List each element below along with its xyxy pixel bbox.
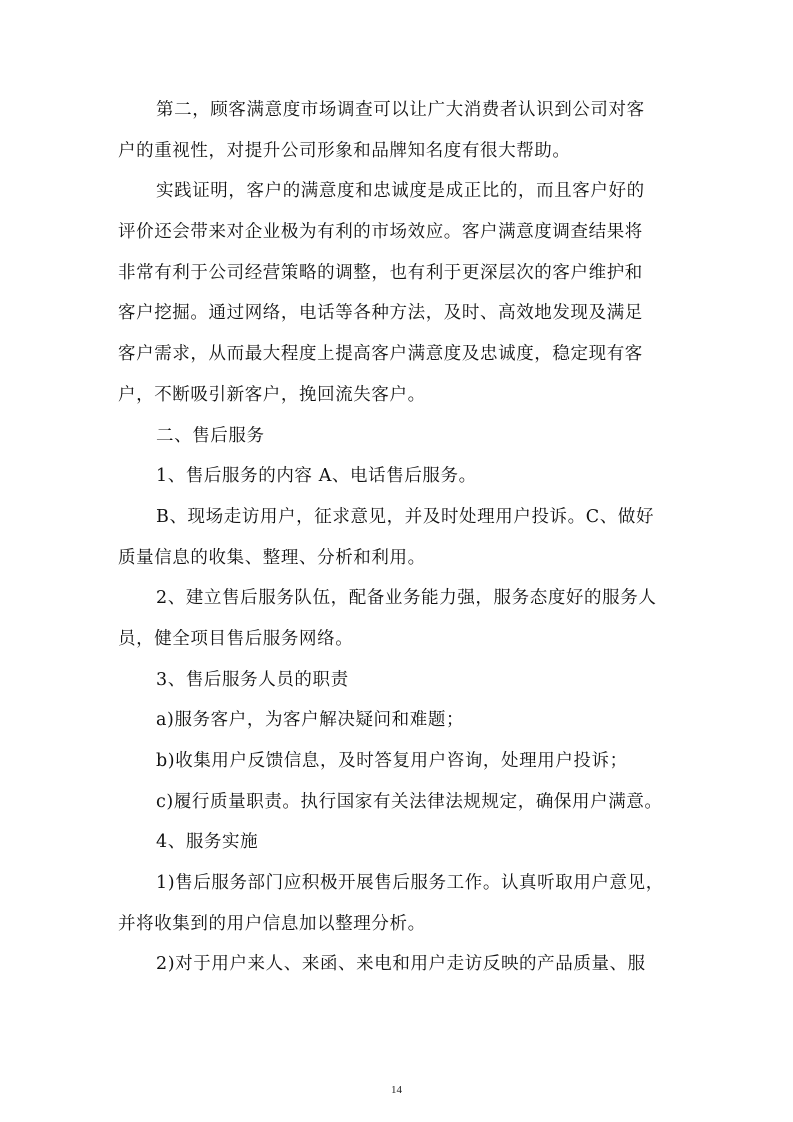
list-item: 2)对于用户来人、来函、来电和用户走访反映的产品质量、服 [156,954,646,975]
subsection-heading: 3、售后服务人员的职责 [156,669,349,690]
paragraph-line: 非常有利于公司经营策略的调整，也有利于更深层次的客户维护和 [118,262,643,283]
list-item: 1)售后服务部门应积极开展售后服务工作。认真听取用户意见， [156,873,664,894]
list-item: c)履行质量职责。执行国家有关法律法规规定，确保用户满意。 [156,791,663,812]
body-text [118,90,666,985]
paragraph-line: 评价还会带来对企业极为有利的市场效应。客户满意度调查结果将 [118,222,643,243]
paragraph-line: 员，健全项目售后服务网络。 [118,628,354,649]
section-heading: 二、售后服务 [156,425,265,446]
page-number: 14 [391,1084,402,1096]
paragraph-line: 实践证明，客户的满意度和忠诚度是成正比的，而且客户好的 [156,181,645,202]
paragraph-line: B、现场走访用户，征求意见，并及时处理用户投诉。C、做好 [156,506,655,527]
paragraph-line: 质量信息的收集、整理、分析和利用。 [118,547,426,568]
list-item: a)服务客户，为客户解决疑问和难题； [156,710,465,731]
paragraph-line: 第二，顾客满意度市场调查可以让广大消费者认识到公司对客 [156,100,645,120]
paragraph-line: 并将收集到的用户信息加以整理分析。 [118,913,426,934]
list-item: b)收集用户反馈信息，及时答复用户咨询，处理用户投诉； [156,751,628,771]
paragraph-line: 客户挖掘。通过网络，电话等各种方法，及时、高效地发现及满足 [118,303,643,324]
paragraph-line: 户，不断吸引新客户，挽回流失客户。 [118,384,426,405]
subsection-heading: 4、服务实施 [156,832,259,853]
paragraph-line: 1、售后服务的内容 A、电话售后服务。 [156,466,477,487]
paragraph-line: 客户需求，从而最大程度上提高客户满意度及忠诚度，稳定现有客 [118,344,643,365]
paragraph-line: 户的重视性，对提升公司形象和品牌知名度有很大帮助。 [118,140,571,161]
paragraph-line: 2、建立售后服务队伍，配备业务能力强，服务态度好的服务人 [156,588,657,609]
